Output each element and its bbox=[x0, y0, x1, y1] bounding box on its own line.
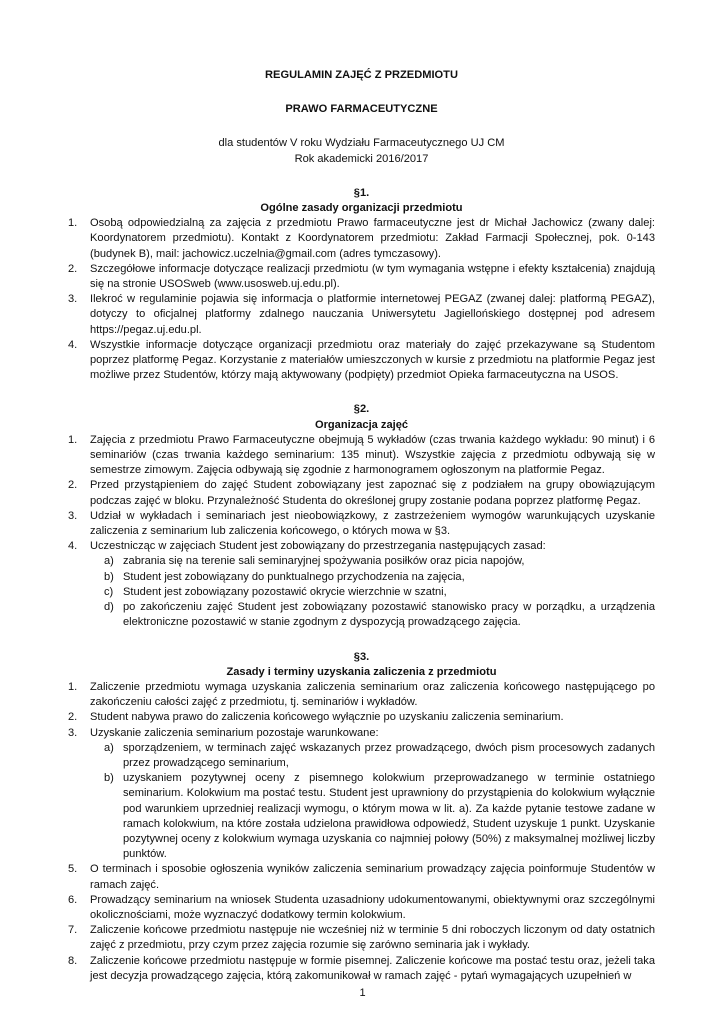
sub-item-letter: b) bbox=[104, 570, 114, 583]
section-3-title: Zasady i terminy uzyskania zaliczenia z przedmiotu bbox=[226, 665, 497, 678]
list-item bbox=[68, 478, 655, 508]
item-text: Wszystkie informacje dotyczące organizacji przedmiotu oraz materiały do zajęć przekazywane są Studentom poprzez platformę Pegaz. Korzystanie z materiałów umieszczonych w kursie z przedmiotu na platformie Pegaz jest możliwe przez Studentów, którzy mają aktywowany (podpięty) przedmiot Opieka farmaceutyczna na USOS. bbox=[90, 338, 655, 382]
item-text: Uczestnicząc w zajęciach Student jest zobowiązany do przestrzegania następujących zasad: bbox=[90, 540, 546, 553]
sub-item-text: zabrania się na terenie sali seminaryjnej spożywania posiłków oraz picia napojów, bbox=[123, 555, 525, 568]
list-item bbox=[68, 923, 655, 953]
sub-item-letter: a) bbox=[104, 741, 114, 754]
item-number: 2. bbox=[68, 479, 78, 492]
list-item bbox=[68, 216, 655, 262]
item-text: Osobą odpowiedzialną za zajęcia z przedmiotu Prawo farmaceutyczne jest dr Michał Jachowicz (zwany dalej: Koordynatorem przedmiotu). Kontakt z Koordynatorem przedmiotu: Zakład Farmacji Społecznej, pok. 0-143 (budynek B), mail: jachowicz.uczelnia@gmail.com (adres tymczasowy). bbox=[90, 217, 655, 260]
list-item bbox=[68, 726, 655, 741]
item-number: 4. bbox=[68, 540, 78, 553]
item-number: 3. bbox=[68, 293, 78, 306]
sub-item-letter: c) bbox=[104, 585, 114, 598]
audience-line: dla studentów V roku Wydziału Farmaceutycznego UJ CM bbox=[218, 137, 505, 150]
sub-item-letter: d) bbox=[104, 601, 114, 614]
section-2-number: §2. bbox=[353, 403, 370, 416]
list-item bbox=[68, 893, 655, 923]
item-number: 1. bbox=[68, 680, 78, 693]
section-1-list bbox=[68, 216, 655, 383]
section-3-sublist bbox=[68, 741, 655, 863]
sub-list-item bbox=[68, 741, 655, 771]
item-text: Student nabywa prawo do zaliczenia końcowego wyłącznie po uzyskaniu zaliczenia seminarium. bbox=[90, 711, 564, 724]
sub-list-item bbox=[68, 554, 655, 569]
subject-name: PRAWO FARMACEUTYCZNE bbox=[285, 103, 438, 116]
list-item bbox=[68, 509, 655, 539]
item-number: 6. bbox=[68, 893, 78, 906]
item-text: Uzyskanie zaliczenia seminarium pozostaje warunkowane: bbox=[90, 726, 379, 739]
section-1-title: Ogólne zasady organizacji przedmiotu bbox=[260, 202, 463, 215]
list-item bbox=[68, 954, 655, 984]
item-text: Prowadzący seminarium na wniosek Studenta uzasadniony udokumentowanymi, obiektywnymi oraz szczególnymi okolicznościami, może wyznaczyć dodatkowy termin kolokwium. bbox=[90, 893, 655, 921]
item-number: 2. bbox=[68, 262, 78, 275]
sub-item-letter: b) bbox=[104, 772, 114, 785]
list-item bbox=[68, 338, 655, 384]
item-number: 1. bbox=[68, 217, 78, 230]
list-item bbox=[68, 680, 655, 710]
sub-list-item bbox=[68, 570, 655, 585]
item-text: Zajęcia z przedmiotu Prawo Farmaceutyczne obejmują 5 wykładów (czas trwania każdego wykładu: 90 minut) i 6 seminariów (czas trwania każdego seminarium: 135 minut). Wszystkie zajęcia z przedmiotu odbywają się w semestrze zimowym. Zajęcia odbywają się zgodnie z harmonogramem ogłoszonym na platformie Pegaz. bbox=[90, 433, 655, 477]
page-number: 1 bbox=[359, 987, 366, 999]
item-text: Ilekroć w regulaminie pojawia się informacja o platformie internetowej PEGAZ (zwanej dalej: platformą PEGAZ), dotyczy to oficjalnej platformy zdalnego nauczania Uniwersytetu Jagiellońskiego dostępnej pod adresem https://pegaz.uj.edu.pl. bbox=[90, 293, 655, 336]
section-3-list-continued bbox=[68, 862, 655, 984]
section-3-number: §3. bbox=[353, 650, 370, 663]
document-title: REGULAMIN ZAJĘĆ Z PRZEDMIOTU bbox=[265, 69, 458, 81]
sub-item-text: Student jest zobowiązany pozostawić okrycie wierzchnie w szatni, bbox=[123, 585, 447, 598]
item-number: 4. bbox=[68, 338, 78, 351]
list-item bbox=[68, 433, 655, 479]
item-number: 2. bbox=[68, 711, 78, 724]
section-1-number: §1. bbox=[353, 186, 370, 199]
item-text: O terminach i sposobie ogłoszenia wyników zaliczenia seminarium prowadzący zajęcia poinformuje Studentów w ramach zajęć. bbox=[90, 863, 655, 891]
list-item bbox=[68, 862, 655, 892]
item-text: Zaliczenie końcowe przedmiotu następuje nie wcześniej niż w terminie 5 dni roboczych liczonym od daty ostatnich zajęć z przedmiotu, przy czym przez zajęcia rozumie się zarówno seminaria jak i wykłady. bbox=[90, 924, 655, 952]
item-text: Szczegółowe informacje dotyczące realizacji przedmiotu (w tym wymagania wstępne i efekty kształcenia) znajdują się na stronie USOSweb (www.usosweb.uj.edu.pl). bbox=[90, 262, 655, 291]
item-number: 5. bbox=[68, 863, 78, 876]
item-number: 8. bbox=[68, 954, 78, 967]
item-number: 3. bbox=[68, 509, 78, 522]
sub-list-item bbox=[68, 585, 655, 600]
sub-item-text: sporządzeniem, w terminach zajęć wskazanych przez prowadzącego, dwóch pism procesowych zadanych przez prowadzącego seminarium, bbox=[123, 741, 655, 769]
item-number: 3. bbox=[68, 726, 78, 739]
item-number: 7. bbox=[68, 924, 78, 937]
section-2-list bbox=[68, 433, 655, 555]
sub-item-text: uzyskaniem pozytywnej oceny z pisemnego kolokwium przeprowadzanego w terminie ostatniego seminarium. Kolokwium ma postać testu. Student jest uprawniony do przystąpienia do kolokwium wyłącznie pod warunkiem uprzedniej realizacji wymogu, o którym mowa w lit. a). Za każde pytanie testowe zadane w ramach kolokwium, na które została udzielona prawidłowa odpowiedź, Student uzyskuje 1 punkt. Uzyskanie pozytywnej oceny z kolokwium wymaga uzyskania co najmniej połowy (50%) z maksymalnej możliwej liczby punktów. bbox=[123, 772, 655, 861]
section-2-title: Organizacja zajęć bbox=[314, 418, 409, 431]
item-text: Zaliczenie przedmiotu wymaga uzyskania zaliczenia seminarium oraz zaliczenia końcowego następującego po zakończeniu całości zajęć z przedmiotu, tj. seminariów i wykładów. bbox=[90, 680, 655, 709]
sub-list-item bbox=[68, 771, 655, 862]
sub-item-letter: a) bbox=[104, 555, 114, 568]
list-item bbox=[68, 710, 655, 725]
item-number: 1. bbox=[68, 433, 78, 446]
item-text: Udział w wykładach i seminariach jest nieobowiązkowy, z zastrzeżeniem wymogów warunkujących uzyskanie zaliczenia z seminarium lub zaliczenia końcowego, o których mowa w §3. bbox=[90, 509, 655, 538]
sub-list-item bbox=[68, 600, 655, 630]
item-text: Przed przystąpieniem do zajęć Student zobowiązany jest zapoznać się z podziałem na grupy obowiązującym podczas zajęć w bloku. Przynależność Studenta do określonej grupy zostanie podana poprzez platformę Pegaz. bbox=[90, 479, 655, 507]
section-3-list bbox=[68, 680, 655, 741]
list-item bbox=[68, 539, 655, 554]
sub-item-text: po zakończeniu zajęć Student jest zobowiązany pozostawić stanowisko pracy w porządku, a urządzenia elektroniczne pozostawić w stanie zgodnym z dyspozycją prowadzącego zajęcia. bbox=[123, 601, 655, 629]
item-text: Zaliczenie końcowe przedmiotu następuje w formie pisemnej. Zaliczenie końcowe ma postać testu oraz, jeżeli taka jest decyzja prowadzącego zajęcia, którą zakomunikował w ramach zajęć - pytań wymagających uzupełnień w bbox=[90, 954, 655, 982]
sub-item-text: Student jest zobowiązany do punktualnego przychodzenia na zajęcia, bbox=[123, 570, 465, 583]
list-item bbox=[68, 262, 655, 292]
list-item bbox=[68, 292, 655, 338]
section-2-sublist bbox=[68, 554, 655, 630]
academic-year: Rok akademicki 2016/2017 bbox=[294, 152, 429, 165]
